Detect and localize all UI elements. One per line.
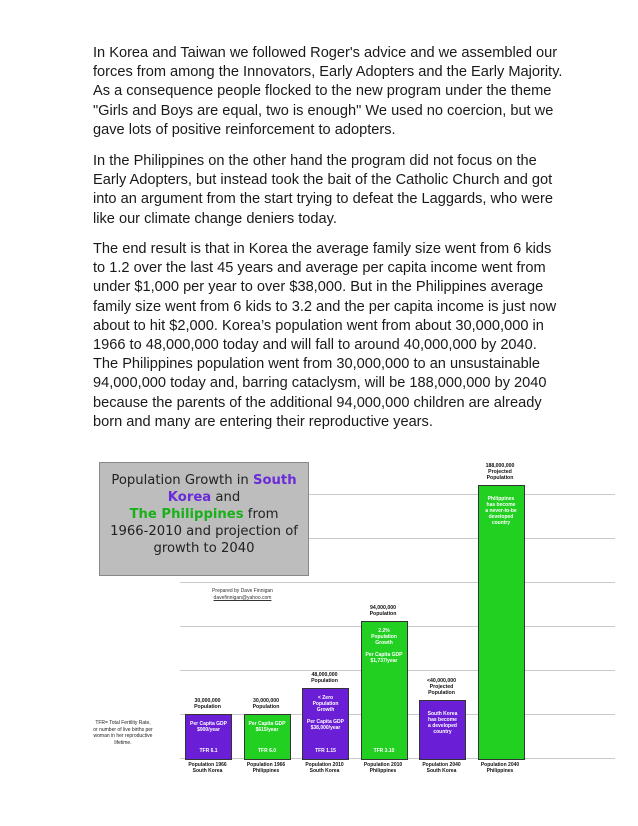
bar-3 xyxy=(302,688,349,760)
paragraph-philippines: In the Philippines on the other hand the program did not focus on the Early Adopters, but instead took the bait of the Catholic Church and got into an argument from the start trying to defeat the Laggards, who were like our climate change deniers today. xyxy=(93,153,553,227)
chart-credit xyxy=(195,588,290,602)
title-text: Population Growth in xyxy=(111,473,253,488)
bar-inner-text: a developed xyxy=(428,723,457,729)
bar-population-label xyxy=(411,678,472,696)
x-tick-label xyxy=(177,762,238,774)
bar-inner-text: $615/year xyxy=(255,727,279,733)
bar-tfr-label: TFR 1.15 xyxy=(315,748,336,754)
bar-inner-text: Per Capita GDP xyxy=(365,652,403,658)
paragraph-korea-taiwan: In Korea and Taiwan we followed Roger's advice and we assembled our forces from among the Innovators, Early Adopters and the Early Majority. As a consequence people flocked to the new program under the theme "Girls and Boys are equal, two is enough" We used no coercion, but we gave lots of positive reinforcement to adopters. xyxy=(93,45,563,138)
population-label-text: 94,000,000 xyxy=(370,605,396,611)
bar-population-label xyxy=(294,672,355,684)
title-south: South xyxy=(252,473,297,488)
bar-inner-text: Per Capita GDP xyxy=(190,721,227,727)
bar-tfr-label: TFR 6.0 xyxy=(257,748,277,754)
title-line-4: 1966-2010 and projection of xyxy=(110,524,298,539)
x-tick-label xyxy=(353,762,414,774)
population-label-text: 188,000,000 xyxy=(485,463,515,469)
bar-inner-text: $38,000/year xyxy=(310,725,341,731)
bar-population-label xyxy=(177,698,238,710)
bar-inner-text: Per Capita GDP xyxy=(248,721,286,727)
x-tick-label xyxy=(236,762,297,774)
bar-6 xyxy=(478,485,525,760)
population-label-text: Population xyxy=(369,611,397,617)
population-label-text: <40,000,000 xyxy=(427,678,456,684)
bar-inner-label xyxy=(303,695,348,731)
bar-tfr-label: TFR 3.10 xyxy=(373,748,395,754)
title-philippines: The Philippines xyxy=(129,507,244,522)
x-tick-text: Population 2010 xyxy=(363,762,403,768)
population-label-text: Population xyxy=(194,704,221,710)
paragraph-end-result: The end result is that in Korea the average family size went from 6 kids to 1.2 over the last 45 years and average per capita income went from under $1,000 per year to over $38,000. But in the Philippines average family size went from 6 kids to 3.2 and the per capita income is just now about to hit $2,000. Korea’s population went from about 30,000,000 in 1966 to 48,000,000 today and will fall to around 40,000,000 by 2040. The Philippines population went from 30,000,000 to an unsustainable 94,000,000 today and, barring cataclysm, will be 188,000,000 by 2040 because the parents of the additional 94,000,000 children are already born and many are entering their reproductive years. xyxy=(93,241,557,430)
bar-population-label xyxy=(353,605,414,617)
x-tick-text: Population 2040 xyxy=(480,762,520,768)
population-label-text: 48,000,000 xyxy=(311,672,338,678)
credit-name: Prepared by Dave Finnigan xyxy=(212,588,273,594)
bar-inner-text: Per Capita GDP xyxy=(307,719,344,725)
x-tick-text: South Korea xyxy=(309,768,340,774)
bar-inner-label xyxy=(362,628,407,664)
tfr-footnote: TFR= Total Fertility Rate, or number of live births per woman in her reproductive lifetime. xyxy=(93,720,153,746)
bar-5 xyxy=(419,700,466,760)
x-tick-text: Population 1966 xyxy=(188,762,227,768)
x-tick-text: Philippines xyxy=(486,768,514,774)
bar-inner-label xyxy=(245,721,290,733)
credit-email: davefinnigan@yahoo.com xyxy=(213,595,272,601)
bar-inner-text: South Korea xyxy=(427,711,458,717)
title-line-5: growth to 2040 xyxy=(153,541,255,556)
chart-title-box xyxy=(99,462,309,576)
population-label-text: 30,000,000 xyxy=(253,698,279,704)
title-and: and xyxy=(211,490,241,505)
population-label-text: Population xyxy=(486,475,514,481)
bar-inner-text: developed xyxy=(488,514,514,520)
x-tick-label xyxy=(470,762,531,774)
bar-inner-text: has become xyxy=(486,502,516,508)
bar-population-label xyxy=(236,698,297,710)
population-label-text: Population xyxy=(252,704,280,710)
population-label-text: Population xyxy=(428,690,455,696)
bar-inner-text: Growth xyxy=(375,640,393,646)
x-tick-text: Philippines xyxy=(252,768,280,774)
population-label-text: Projected xyxy=(429,684,454,690)
x-tick-label xyxy=(411,762,472,774)
bar-2 xyxy=(244,714,291,760)
bar-inner-text: country xyxy=(433,729,452,735)
bar-inner-text: 2.2% xyxy=(378,628,390,634)
bar-population-label xyxy=(470,463,531,481)
title-line-1 xyxy=(100,472,308,489)
bar-inner-text: $1,737/year xyxy=(370,658,398,664)
bar-inner-text: country xyxy=(491,520,511,526)
x-tick-text: South Korea xyxy=(192,768,223,774)
bar-inner-text: < Zero xyxy=(317,695,334,701)
population-label-text: Population xyxy=(311,678,338,684)
population-chart xyxy=(93,450,533,805)
x-tick-label xyxy=(294,762,355,774)
title-from: from xyxy=(243,507,279,522)
x-tick-text: South Korea xyxy=(426,768,457,774)
bar-inner-label xyxy=(479,496,524,526)
gridline xyxy=(180,582,615,583)
bar-inner-text: Growth xyxy=(316,707,335,713)
bar-inner-text: Population xyxy=(312,701,339,707)
x-tick-text: Population 2040 xyxy=(422,762,461,768)
title-line-3 xyxy=(100,506,308,523)
bar-inner-label xyxy=(186,721,231,733)
bar-inner-text: a never-to-be xyxy=(485,508,517,514)
bar-1 xyxy=(185,714,232,760)
bar-tfr-label: TFR 6.1 xyxy=(199,748,218,754)
x-tick-text: Population 2010 xyxy=(305,762,344,768)
x-tick-text: Population 1966 xyxy=(246,762,286,768)
bar-inner-text: Philippines xyxy=(487,496,515,502)
title-korea: Korea xyxy=(167,490,212,505)
bar-inner-text: Population xyxy=(371,634,397,640)
population-label-text: Projected xyxy=(488,469,512,475)
bar-4 xyxy=(361,621,408,760)
population-label-text: 30,000,000 xyxy=(194,698,221,704)
bar-inner-text: $900/year xyxy=(197,727,220,733)
title-line-2 xyxy=(100,489,308,506)
x-tick-text: Philippines xyxy=(369,768,397,774)
bar-inner-text: has become xyxy=(428,717,457,723)
bar-inner-label xyxy=(420,711,465,735)
